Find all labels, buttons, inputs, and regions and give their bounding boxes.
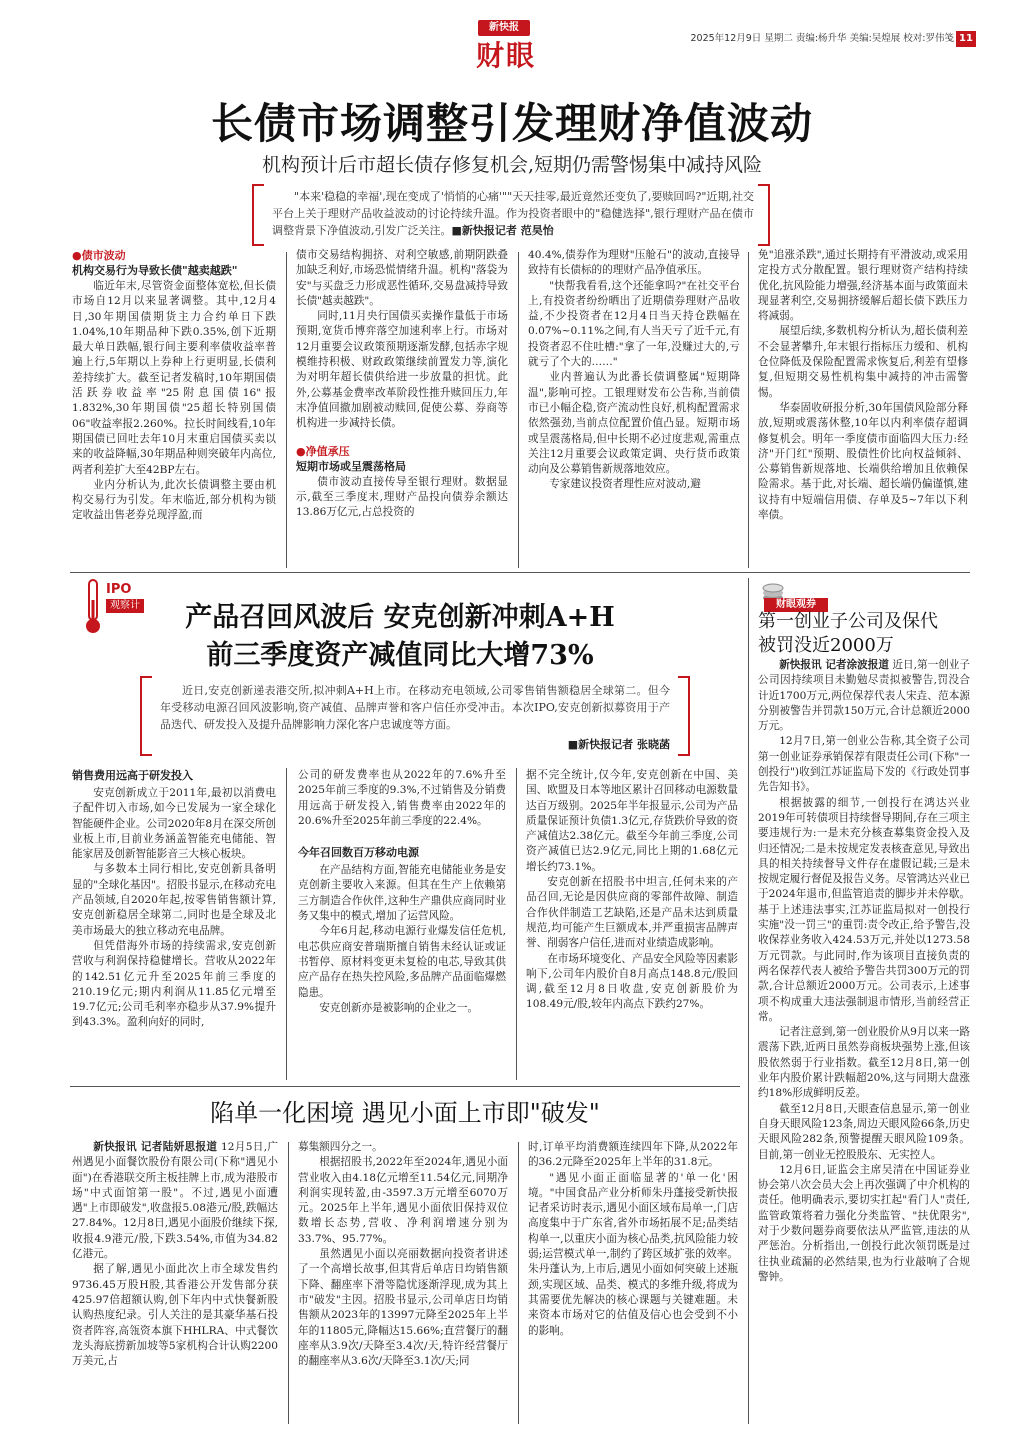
paragraph: 截至12月8日,天眼查信息显示,第一创业自身天眼风险123条,周边天眼风险66条,历史天眼风险282条,预警提醒天眼风险109条。目前,第一创业无控股股东、无实控人。 <box>758 1102 970 1161</box>
column-2 <box>298 1140 508 1369</box>
thermometer-icon <box>82 578 104 636</box>
section-divider <box>70 1086 740 1087</box>
section-title: 今年召回数百万移动电源 <box>298 846 419 860</box>
page-number: 11 <box>956 31 976 47</box>
paragraph: 与多数本土同行相比,安克创新具备明显的"全球化基因"。招股书显示,在移动充电产品领域,自2020年起,按零售销售额计算,安克创新稳居全球第二,同时也是全球及北美市场最大的独立移动充电品牌。 <box>72 863 276 937</box>
column-3 <box>526 768 738 1013</box>
paragraph: 临近年末,尽管资金面整体宽松,但长债市场自12月以来显著调整。其中,12月4日,30年期国债期货主力合约单日下跌1.04%,10年期品种下跌0.35%,创下近期最大单日跌幅,银行间主要利率债收益率普遍上行,5年期以上券种上行更明显,长债利差持续扩大。截至记者发稿时,10年期国债活跃券收益率"25附息国债16"报1.832%,30年期国债"25超长特别国债06"收益率报2.260%。拉长时间线看,10年期国债已回吐去年10月末重启国债买卖以来的收益降幅,30年期品种则突破年内高位,两者利差扩大至42BP左右。 <box>72 280 276 476</box>
paragraph: "快帮我看看,这个还能拿吗?"在社交平台上,有投资者纷纷晒出了近期债券理财产品收益,不少投资者在12月4日当天持仓跌幅在0.07%~0.11%之间,有人当天亏了近千元,有投资者忍不住吐槽:"拿了一年,没赚过大的,亏就亏了个大的……" <box>528 279 740 369</box>
column-tag <box>106 582 144 613</box>
column-3 <box>528 1140 738 1339</box>
lead-text: "本来'稳稳的幸福',现在变成了'悄悄的心痛'""天天挂零,最近竟然还变负了,要赎回吗?"近期,社交平台上关于理财产品收益波动的讨论持续升温。作为投资者眼中的"稳健选择",银行理财产品在债市调整背景下净值波动,引发广泛关注。 <box>272 190 754 237</box>
headline: 被罚没近2000万 <box>758 635 894 656</box>
paragraph: 安克创新在招股书中坦言,任何未来的产品召回,无论是因供应商的零部件故障、制造合作伙伴制造工艺缺陷,还是产品未达到质量规范,均可能产生巨额成本,并严重损害品牌声誉、削弱客户信任,进而对业绩造成影响。 <box>526 876 738 950</box>
paragraph: 募集额四分之一。 <box>298 1141 383 1153</box>
byline: 新快报讯 记者陆妍思报道 <box>93 1141 218 1153</box>
column-divider <box>516 768 517 1080</box>
paragraph: 但凭借海外市场的持续需求,安克创新营收与利润保持稳健增长。营收从2022年的142.51亿元升至2025年前三季度的210.19亿元;期内利润从11.85亿元增至19.7亿元;公司毛利率亦稳步从37.9%提升到43.3%。盈利向好的同时, <box>72 939 276 1029</box>
paragraph: 业内普遍认为此番长债调整属"短期降温",影响可控。工银理财发布公告称,当前债市已小幅企稳,资产流动性良好,机构配置需求依然强劲,当前点位配置价值凸显。短期市场或呈震荡格局,但中长期不必过度悲观,需重点关注12月重要会议政策定调、央行货币政策动向及公募销售新规落地效应。 <box>528 371 740 476</box>
headline: 产品召回风波后 安克创新冲刺A+H <box>185 602 615 633</box>
paragraph: 根据招股书,2022年至2024年,遇见小面营业收入由4.18亿元增至11.54亿元,同期净利润实现转盈,由-3597.3万元增至6070万元。2025年上半年,遇见小面依旧保持双位数增长态势,营收、净利润增速分别为33.7%、95.77%。 <box>298 1156 508 1245</box>
paragraph: 债市波动直接传导至银行理财。数据显示,截至三季度末,理财产品投向债券余额达13.86万亿元,占总投资的 <box>296 475 508 519</box>
paragraph: 40.4%,债券作为理财"压舱石"的波动,直接导致持有长债标的的理财产品净值承压。 <box>528 249 740 277</box>
paragraph: 债市交易结构拥挤、对利空敏感,前期阴跌叠加缺乏利好,市场恐慌情绪升温。机构"落袋为安"与买盘乏力形成恶性循环,交易盘减持导致长债"越卖越跌"。 <box>296 249 508 307</box>
paragraph: 免"追涨杀跌",通过长期持有平滑波动,或采用定投方式分散配置。银行理财资产结构持续优化,抗风险能力增强,经济基本面与政策面未现显著利空,交易拥挤缓解后超长债下跌压力将减弱。 <box>758 249 968 323</box>
paragraph: 据了解,遇见小面此次上市全球发售约9736.45万股H股,其香港公开发售部分获425.97倍超额认购,创下年内中式快餐新股认购热度纪录。引人关注的是其豪华基石投资者阵容,高瓴资本旗下HHLRA、中式餐饮龙头海底捞新加坡等5家机构合计认购2200万美元,占 <box>72 1263 278 1368</box>
masthead <box>0 0 1024 80</box>
paragraph: 华泰固收研报分析,30年国债风险部分释放,短期或震荡休整,10年以内利率债存超调修复机会。明年一季度债市面临四大压力:经济"开门红"预期、股债性价比向权益倾斜、公募销售新规落地、长端供给增加且依赖保险需求。基于此,对长端、超长端仍偏谨慎,建议持有中短端信用债、存单及5~7年以下利率债。 <box>758 401 968 522</box>
section-title: 销售费用远高于研发投入 <box>72 769 193 782</box>
byline: 新快报讯 记者涂波报道 <box>779 659 889 671</box>
headline: 第一创业子公司及保代 <box>758 611 938 632</box>
tag-label: 观察计 <box>106 599 144 613</box>
lead-bracket-right <box>678 676 690 756</box>
subheadline: 机构预计后市超长债存修复机会,短期仍需警惕集中减持风险 <box>261 154 763 176</box>
column-3 <box>528 248 740 493</box>
section-divider <box>70 572 970 573</box>
paragraph: 虽然遇见小面以亮丽数据向投资者讲述了一个高增长故事,但其背后单店日均销售额下降、翻座率下滑等隐忧逐渐浮现,成为其上市"破发"主因。招股书显示,公司单店日均销售额从2023年的13997元降至2025年上半年的11805元,降幅达15.66%;直营餐厅的翻座率从3.9次/天降至3.4次/天,特许经营餐厅的翻座率从3.6次/天降至3.1次/天;同 <box>298 1248 508 1368</box>
paragraph: 12月6日,证监会主席吴清在中国证券业协会第八次会员大会上再次强调了中介机构的责任。他明确表示,要切实扛起"看门人"责任,监管政策将着力强化分类监管、"扶优限劣",对于少数问题券商要依法从严监管,违法的从严惩治。分析指出,一创投行此次领罚既是过往执业疏漏的必然结果,也为行业敲响了合规警钟。 <box>758 1163 970 1283</box>
paragraph: 安克创新亦是被影响的企业之一。 <box>319 1001 479 1014</box>
headline: 陷单一化困境 遇见小面上市即"破发" <box>210 1099 600 1127</box>
paragraph: 在市场环境变化、产品安全风险等因素影响下,公司年内股价自8月高点148.8元/股回调,截至12月8日收盘,安克创新股价为108.49元/股,较年内高点下跌约27%。 <box>526 952 738 1011</box>
paragraph-text: 近日,第一创业子公司因持续项目未勤勉尽责拟被警告,罚没合计近1700万元,两位保荐代表人宋垚、范本源分别被警告并罚款150万元,合计总额近2000万元。 <box>758 659 970 733</box>
column-1 <box>72 1140 278 1369</box>
sidebar-divider <box>748 578 749 1424</box>
headline: 前三季度资产减值同比大增73% <box>206 640 594 671</box>
paragraph: 业内分析认为,此次长债调整主要由机构交易行为引发。年末临近,部分机构为锁定收益出售老券兑现浮盈,而 <box>72 478 276 522</box>
paragraph: 展望后续,多数机构分析认为,超长债利差不会显著攀升,年末银行指标压力缓和、机构仓位降低及保险配置需求恢复后,利差有望修复,但短期交易性机构集中减持的冲击需警惕。 <box>758 325 968 399</box>
paragraph-text: 12月5日,广州遇见小面餐饮股份有限公司(下称"遇见小面")在香港联交所主板挂牌上市,成为港股市场"中式面馆第一股"。不过,遇见小面遭遇"上市即破发",收盘报5.08港元/股,跌幅达27.84%。12月8日,遇见小面股价继续下探,收报4.9港元/股,下跌3.54%,市值为34.82亿港元。 <box>72 1141 278 1261</box>
paragraph: 公司的研发费率也从2022年的7.6%升至2025年前三季度的9.3%,不过销售及分销费用远高于研发投入,销售费率由2022年的20.6%升至2025年前三季度的22.4%。 <box>298 769 506 827</box>
lead-bracket-left <box>140 676 152 756</box>
column-2 <box>296 248 508 520</box>
byline: ■新快报记者 范昊怡 <box>451 224 554 237</box>
paragraph: 根据披露的细节,一创投行在鸿达兴业2019年可转债项目持续督导期间,存在三项主要违规行为:一是未充分核查募集资金投入及归还情况;二是未按规定发表核查意见,导致出具的相关持续督导文件存在虚假记载;三是未按规定履行督促及报告义务。尽管鸿达兴业已于2024年退市,但监管追责的脚步并未停歇。基于上述违法事实,江苏证监局拟对一创投行实施"没一罚三"的重罚:责令改正,给予警告,没收保荐业务收入424.53万元,并处以1273.58万元罚款。与此同时,作为该项目直接负责的两名保荐代表人被给予警告共罚300万元的罚款,合计总额近2000万元。公司表示,上述事项不构成重大违法强制退市情形,当前经营正常。 <box>758 796 970 1023</box>
section-logo: 财眼 <box>475 39 536 72</box>
paragraph <box>72 1140 278 1262</box>
paragraph: 据不完全统计,仅今年,安克创新在中国、美国、欧盟及日本等地区累计召回移动电源数量达百万级别。2025年半年报显示,公司为产品质量保证预计负债1.3亿元,存货跌价导致的资产减值达2.38亿元。截至今年前三季度,公司资产减值已达2.9亿元,同比上期的1.68亿元增长约73.1%。 <box>526 769 738 873</box>
column-divider <box>518 252 519 568</box>
headline: 长债市场调整引发理财净值波动 <box>210 99 813 148</box>
column-divider <box>286 252 287 568</box>
column-2 <box>298 768 506 1016</box>
paragraph: 记者注意到,第一创业股价从9月以来一路震荡下跌,近两日虽然券商板块强势上涨,但该股依然弱于行业指数。截至12月8日,第一创业年内股价累计跌幅超20%,这与同期大盘涨约18%形成鲜明反差。 <box>758 1026 970 1100</box>
column-body <box>758 658 970 1285</box>
section-marker: ●债市波动 <box>72 249 126 262</box>
lead-text: 近日,安克创新递表港交所,拟冲刺A+H上市。在移动充电领域,公司零售销售额稳居全球第二。但今年受移动电源召回风波影响,资产减值、品牌声誉和客户信任亦受冲击。本次IPO,安克创新拟募资用于产品迭代、研发投入及提升品牌影响力深化客户忠诚度等方面。 <box>160 684 670 731</box>
paragraph: 在产品结构方面,智能充电储能业务是安克创新主要收入来源。但其在生产上依赖第三方制造合作伙伴,这种生产鼎供应商同时业务又集中的模式,增加了运营风险。 <box>298 864 506 923</box>
tag-label: IPO <box>106 582 132 597</box>
paragraph: 安克创新成立于2011年,最初以消费电子配件切入市场,如今已发展为一家全球化智能硬件企业。公司2020年8月在深交所创业板上市,目前业务涵盖智能充电储能、智能家居及创新智能影音三大核心板块。 <box>72 787 276 861</box>
column-tag: 财眼观券 <box>764 598 828 612</box>
section-marker: ●净值承压 <box>296 444 350 458</box>
paragraph: 时,订单平均消费额连续四年下降,从2022年的36.2元降至2025年上半年的31.8元。 <box>528 1141 738 1169</box>
column-divider <box>518 1142 519 1424</box>
column-1 <box>72 768 276 1031</box>
paragraph: 今年6月起,移动电源行业爆发信任危机,电芯供应商安普瑞斯擅自销售未经认证或证书暂停、原材料变更未复检的电芯,导致其供应产品存在热失控风险,多品牌产品面临爆燃隐患。 <box>298 925 506 999</box>
section-title: 短期市场或呈震荡格局 <box>296 459 406 473</box>
paragraph: 同时,11月央行国债买卖操作量低于市场预期,宽货币博弈落空加速利率上行。市场对12月重要会议政策预期逐渐发酵,包括赤字规模维持积极、财政政策继续前置发力等,演化为对明年超长债供给进一步放量的担忧。此外,公募基金费率改革阶段性推升赎回压力,年末净值回撤加剧被动赎回,促使公募、券商等机构进一步减持长债。 <box>296 310 508 430</box>
byline: ■新快报记者 张晓菡 <box>567 738 670 751</box>
paragraph <box>758 658 970 734</box>
section-title: 机构交易行为导致长债"越卖越跌" <box>72 264 238 277</box>
column-divider <box>288 1142 289 1424</box>
lead-bracket-right <box>758 184 770 246</box>
column-divider <box>286 768 287 1080</box>
lead-paragraph <box>272 188 754 239</box>
lead-bracket-left <box>252 184 264 246</box>
section-logo-top: 新快报 <box>478 20 530 36</box>
page-header-info: 2025年12月9日 星期二 责编:杨升华 美编:吴煌展 校对:罗伟笺 <box>690 33 954 44</box>
column-divider <box>748 252 749 568</box>
paragraph: 专家建议投资者理性应对波动,避 <box>549 478 701 491</box>
paragraph: 12月7日,第一创业公告称,其全资子公司第一创业证券承销保荐有限责任公司(下称"一创投行")收到江苏证监局下发的《行政处罚事先告知书》。 <box>758 735 970 794</box>
lead-paragraph <box>160 682 670 733</box>
column-4 <box>758 248 968 523</box>
column-1 <box>72 248 276 524</box>
paragraph: "遇见小面正面临显著的'单一化'困境。"中国食品产业分析师朱丹蓬接受新快报记者采访时表示,遇见小面区域布局单一,门店高度集中于广东省,省外市场拓展不足;品类结构单一,以重庆小面为核心品类,抗风险能力较弱;运营模式单一,制约了跨区域扩张的效率。朱丹蓬认为,上市后,遇见小面如何突破上述瓶颈,实现区域、品类、模式的多维升级,将成为其需要优先解决的核心课题与关键难题。未来资本市场对它的估值及信心也会受到不小的影响。 <box>528 1171 738 1337</box>
